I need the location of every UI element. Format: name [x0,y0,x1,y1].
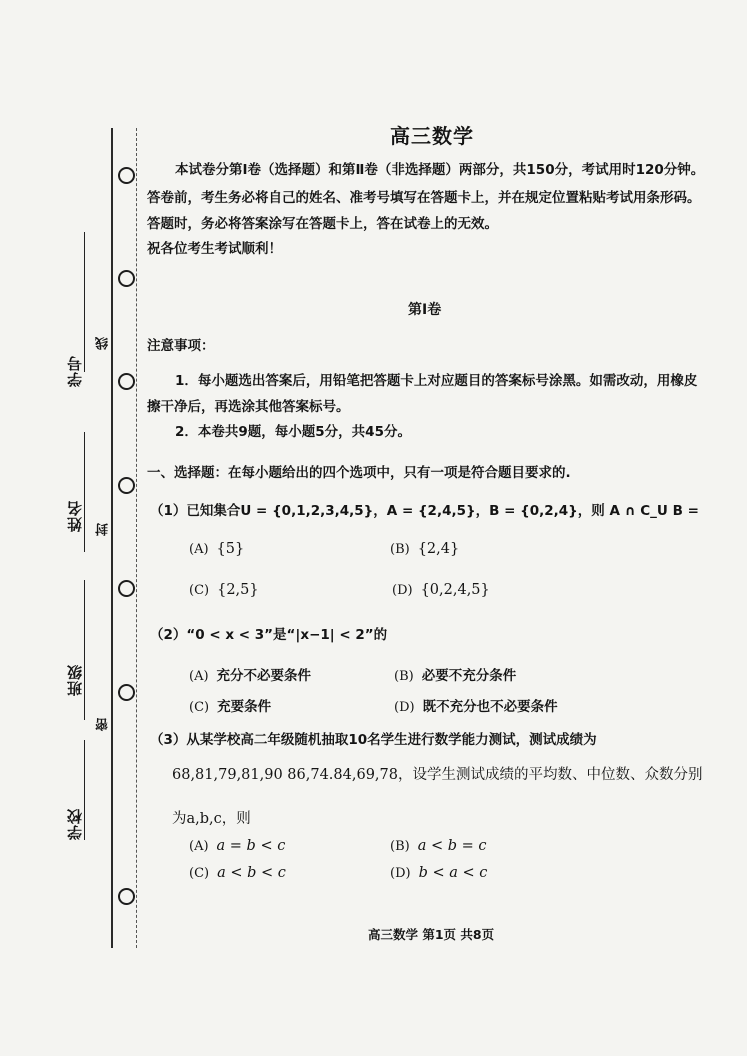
field-student-number: 学号 [66,355,84,387]
seal-char-line: 线 [96,337,111,350]
option-c: (C) 充要条件 [189,699,272,715]
option-c: (C) {2,5} [189,582,259,598]
question-stem: （1）已知集合U = {0,1,2,3,4,5}，A = {2,4,5}，B = {0,2,4}，则 A ∩ C_U B = [150,503,699,519]
option-b: (B) a < b = c [390,838,487,854]
option-a: (A) {5} [189,541,245,557]
question-stem-vars: 为a,b,c，则 [172,811,251,827]
intro-line: 答题时，务必将答案涂写在答题卡上，答在试卷上的无效。 [147,216,498,232]
option-b: (B) {2,4} [390,541,460,557]
binding-hole [118,580,135,597]
field-school: 学校 [66,808,84,840]
field-line [84,432,85,552]
intro-line: 答卷前，考生务必将自己的姓名、准考号填写在答题卡上，并在规定位置粘贴考试用条形码。 [147,190,701,206]
seal-char-seal: 封 [96,523,111,536]
section-heading: 一、选择题：在每小题给出的四个选项中，只有一项是符合题目要求的. [147,465,571,481]
binding-line-inner [136,128,137,948]
field-line [84,232,85,372]
seal-char-secret: 密 [96,718,111,731]
intro-line: 祝各位考生考试顺利！ [147,241,282,257]
volume-title: 第Ⅰ卷 [408,302,442,318]
option-d: (D) 既不充分也不必要条件 [394,699,558,715]
option-b: (B) 必要不充分条件 [394,668,517,684]
notice-line: 擦干净后，再选涂其他答案标号。 [147,399,350,415]
field-line [84,740,85,840]
notice-line: 1．每小题选出答案后，用铅笔把答题卡上对应题目的答案标号涂黑。如需改动，用橡皮 [175,373,698,389]
binding-hole [118,270,135,287]
binding-hole [118,477,135,494]
option-d: (D) b < a < c [390,865,488,881]
question-stem: （3）从某学校高二年级随机抽取10名学生进行数学能力测试，测试成绩为 [150,732,597,748]
question-stem-data: 68,81,79,81,90 86,74.84,69,78，设学生测试成绩的平均数、中位数、众数分别 [172,767,703,783]
field-line [84,580,85,720]
option-d: (D) {0,2,4,5} [392,582,490,598]
field-class: 班级 [66,664,84,696]
binding-hole [118,684,135,701]
option-c: (C) a < b < c [189,865,286,881]
notice-line: 2．本卷共9题，每小题5分，共45分。 [175,424,411,440]
intro-line: 本试卷分第Ⅰ卷（选择题）和第Ⅱ卷（非选择题）两部分，共150分，考试用时120分钟。 [175,162,705,178]
option-a: (A) a = b < c [189,838,286,854]
question-stem: （2）“0 < x < 3”是“|x−1| < 2”的 [150,627,388,643]
option-a: (A) 充分不必要条件 [189,668,312,684]
binding-hole [118,167,135,184]
binding-hole [118,888,135,905]
binding-hole [118,373,135,390]
binding-line [111,128,113,948]
page-title: 高三数学 [390,124,474,148]
page-footer: 高三数学 第1页 共8页 [368,927,495,942]
field-name: 姓名 [66,500,84,532]
notice-title: 注意事项： [147,338,215,354]
